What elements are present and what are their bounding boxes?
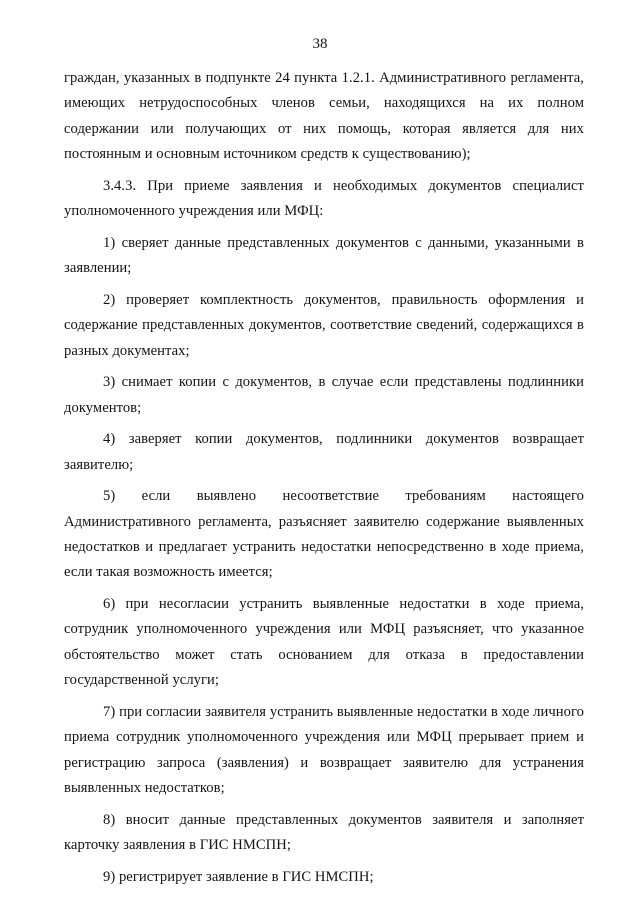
- list-item-2: 2) проверяет комплектность документов, правильность оформления и содержание представленных документов, соответствие сведений, содержащихся в разных документах;: [64, 291, 584, 359]
- paragraph-continuation: граждан, указанных в подпункте 24 пункта 1.2.1. Административного регламента, имеющих нетрудоспособных членов семьи, находящихся на их полном содержании или получающих от них помощь, которая является для них постоянным и основным источником средств к существованию);: [64, 70, 584, 163]
- list-item-6: 6) при несогласии устранить выявленные недостатки в ходе приема, сотрудник уполномоченного учреждения или МФЦ разъясняет, что указанное обстоятельство может стать основанием для отказа в предоставлении государственной услуги;: [64, 596, 584, 689]
- list-item-3: 3) снимает копии с документов, в случае если представлены подлинники документов;: [64, 374, 584, 416]
- list-item-9: 9) регистрирует заявление в ГИС НМСПН;: [103, 868, 374, 885]
- list-item-5: 5) если выявлено несоответствие требованиям настоящего Административного регламента, разъясняет заявителю содержание выявленных недостатков и предлагает устранить недостатки непосредственно в ходе приема, если такая возможность имеется;: [64, 488, 584, 581]
- document-body: [64, 66, 584, 896]
- list-item-1: 1) сверяет данные представленных документов с данными, указанными в заявлении;: [64, 234, 584, 277]
- list-item-8: 8) вносит данные представленных документов заявителя и заполняет карточку заявления в ГИС НМСПН;: [64, 811, 584, 854]
- list-item-7: 7) при согласии заявителя устранить выявленные недостатки в ходе личного приема сотрудник уполномоченного учреждения или МФЦ прерывает прием и регистрацию запроса (заявления) и возвращает заявителю для устранения выявленных недостатков;: [64, 703, 584, 797]
- page-number: 38: [312, 36, 328, 52]
- paragraph-3-4-3: 3.4.3. При приеме заявления и необходимых документов специалист уполномоченного учреждения или МФЦ:: [64, 177, 584, 220]
- list-item-4: 4) заверяет копии документов, подлинники документов возвращает заявителю;: [64, 431, 584, 473]
